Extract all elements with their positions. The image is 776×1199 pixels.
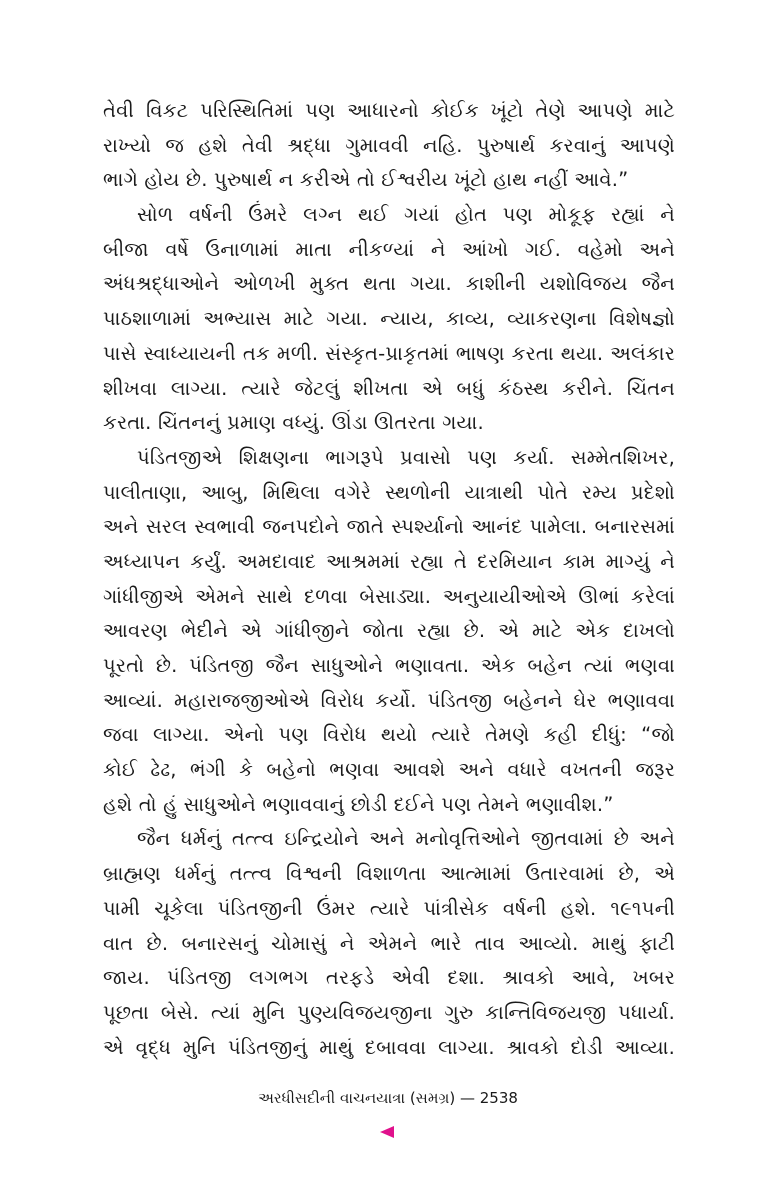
text-line: બ્રાહ્મણ ધર્મનું તત્ત્વ વિશ્વની વિશાળતા આત્મામાં ઉતારવામાં છે, એ (103, 862, 675, 886)
text-line: જાય. પંડિતજી લગભગ તરફડે એવી દશા. શ્રાવકો આવે, ખબર (103, 966, 675, 990)
text-line: કોઈ ઢેઢ, ભંગી કે બહેનો ભણવા આવશે અને વધારે વખતની જરૂર (103, 758, 675, 782)
text-line: ગાંધીજીએ એમને સાથે દળવા બેસાડ્યા. અનુયાયીઓએ ઊભાં કરેલાં (103, 584, 675, 608)
text-line: એ વૃદ્ધ મુનિ પંડિતજીનું માથું દબાવવા લાગ્યા. શ્રાવકો દોડી આવ્યા. (103, 1035, 675, 1059)
text-line: શીખવા લાગ્યા. ત્યારે જેટલું શીખતા એ બધું કંઠસ્થ કરીને. ચિંતન (103, 376, 675, 400)
text-line: પૂછતા બેસે. ત્યાં મુનિ પુણ્યવિજયજીના ગુરુ કાન્તિવિજયજી પધાર્યા. (103, 1000, 675, 1024)
text-line: પાલીતાણા, આબુ, મિથિલા વગેરે સ્થળોની યાત્રાથી પોતે રમ્ય પ્રદેશો (103, 480, 675, 504)
text-line: વાત છે. બનારસનું ચોમાસું ને એમને ભારે તાવ આવ્યો. માથું ફાટી (103, 931, 675, 955)
text-line: હશે તો હું સાધુઓને ભણાવવાનું છોડી દઈને પણ તેમને ભણાવીશ.” (103, 792, 614, 816)
page-footer: અરધીસદીની વાચનયાત્રા (સમગ્ર) — 2538 (258, 1089, 518, 1107)
text-line: અંધશ્રદ્ધાઓને ઓળખી મુક્ત થતા ગયા. કાશીની યશોવિજય જૈન (103, 272, 675, 296)
text-line: રાખ્યો જ હશે તેવી શ્રદ્ધા ગુમાવવી નહિ. પુરુષાર્થ કરવાનું આપણે (103, 133, 675, 157)
paragraph-start-line: જૈન ધર્મનું તત્ત્વ ઇન્દ્રિયોને અને મનોવૃત્તિઓને જીતવામાં છે અને (137, 827, 675, 851)
text-line: પાસે સ્વાધ્યાયની તક મળી. સંસ્કૃત-પ્રાકૃતમાં ભાષણ કરતા થયા. અલંકાર (103, 341, 675, 365)
paragraph-start-line: પંડિતજીએ શિક્ષણના ભાગરૂપે પ્રવાસો પણ કર્યા. સમ્મેતશિખર, (137, 445, 675, 469)
text-line: પાઠશાળામાં અભ્યાસ માટે ગયા. ન્યાય, કાવ્ય, વ્યાકરણના વિશેષજ્ઞો (103, 307, 675, 331)
text-line: આવ્યાં. મહારાજજીઓએ વિરોધ કર્યો. પંડિતજી બહેનને ઘેર ભણાવવા (103, 688, 675, 712)
page-body (103, 94, 675, 1065)
paragraph-start-line: સોળ વર્ષની ઉંમરે લગ્ન થઈ ગયાં હોત પણ મોકૂફ રહ્યાં ને (137, 203, 675, 227)
text-line: ભાગે હોય છે. પુરુષાર્થ ન કરીએ તો ઈશ્વરીય ખૂંટો હાથ નહીં આવે.” (103, 168, 629, 192)
text-line: બીજા વર્ષે ઉનાળામાં માતા નીકળ્યાં ને આંખો ગઈ. વહેમો અને (103, 237, 675, 261)
text-line: તેવી વિકટ પરિસ્થિતિમાં પણ આધારનો કોઈક ખૂંટો તેણે આપણે માટે (103, 99, 675, 122)
text-line: પામી ચૂકેલા પંડિતજીની ઉંમર ત્યારે પાંત્રીસેક વર્ષની હશે. ૧૯૧૫ની (103, 896, 675, 920)
previous-page-arrow-icon[interactable] (380, 1126, 394, 1138)
text-line: પૂરતો છે. પંડિતજી જૈન સાધુઓને ભણાવતા. એક બહેન ત્યાં ભણવા (103, 654, 675, 677)
text-line: જવા લાગ્યા. એનો પણ વિરોધ થયો ત્યારે તેમણે કહી દીધું: “જો (103, 723, 675, 747)
text-line: આવરણ ભેદીને એ ગાંધીજીને જોતા રહ્યા છે. એ માટે એક દાખલો (103, 619, 675, 643)
text-line: અને સરલ સ્વભાવી જનપદોને જાતે સ્પર્શ્યાનો આનંદ પામેલા. બનારસમાં (103, 515, 675, 539)
text-line: અધ્યાપન કર્યું. અમદાવાદ આશ્રમમાં રહ્યા તે દરમિયાન કામ માગ્યું ને (103, 549, 675, 573)
text-line: કરતા. ચિંતનનું પ્રમાણ વધ્યું. ઊંડા ઊતરતા ગયા. (103, 411, 484, 435)
